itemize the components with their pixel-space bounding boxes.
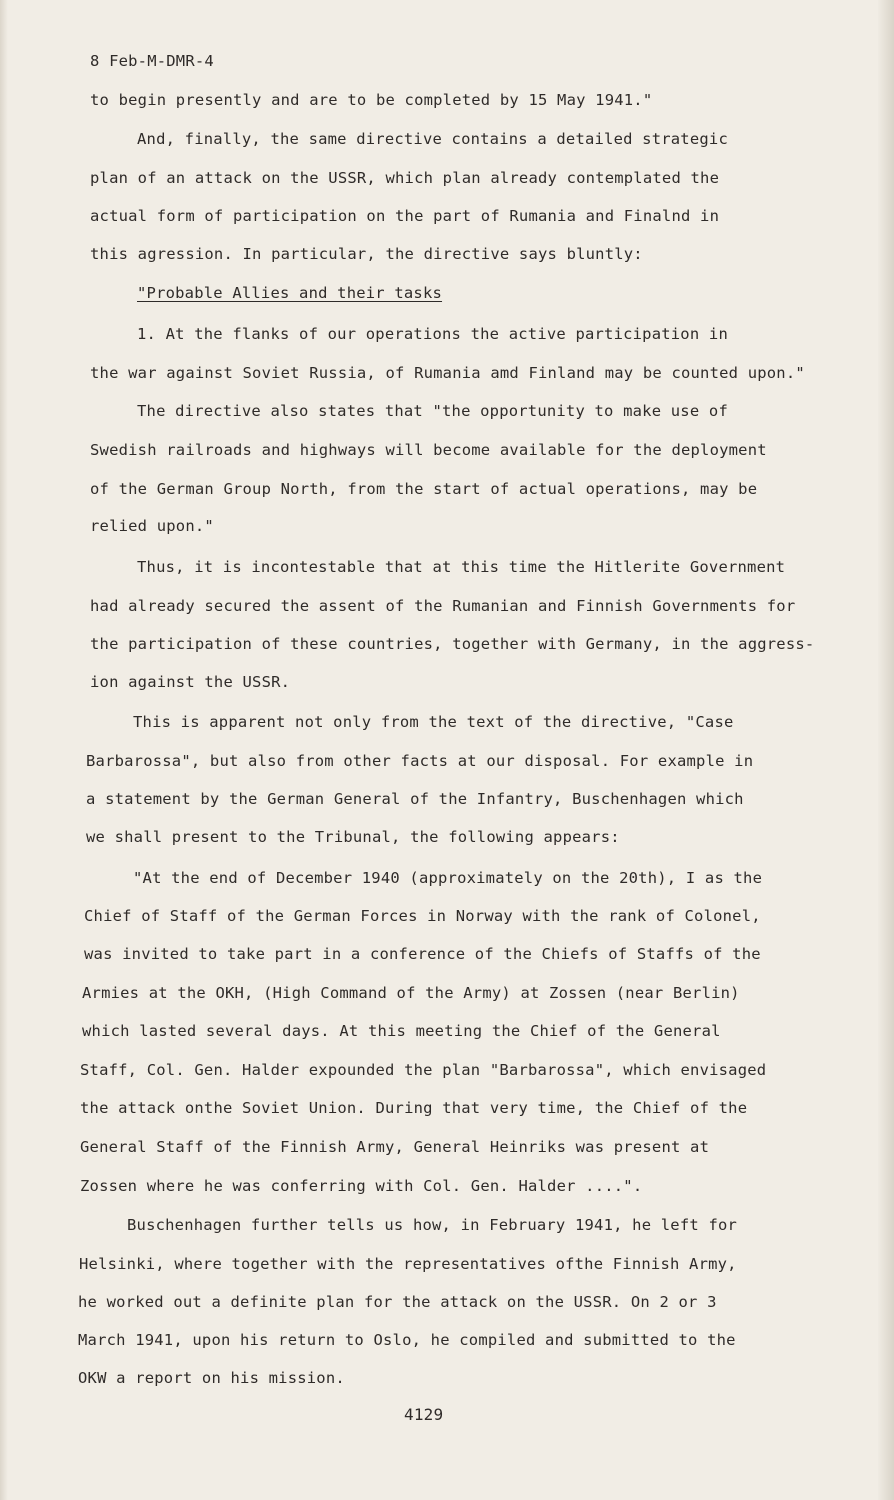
text-line: the participation of these countries, together with Germany, in the aggress- [90,635,815,653]
text-line: Armies at the OKH, (High Command of the Army) at Zossen (near Berlin) [82,984,740,1002]
text-line: Barbarossa", but also from other facts at our disposal. For example in [86,752,754,770]
text-line: of the German Group North, from the start of actual operations, may be [90,480,758,498]
text-line: March 1941, upon his return to Oslo, he compiled and submitted to the [78,1331,736,1349]
page-left-edge [0,0,8,1500]
text-line: was invited to take part in a conference of the Chiefs of Staffs of the [84,945,761,963]
text-line: 1. At the flanks of our operations the active participation in [137,325,728,343]
text-line: And, finally, the same directive contains a detailed strategic [137,130,728,148]
text-line: the attack onthe Soviet Union. During that very time, the Chief of the [80,1099,748,1117]
text-line: ion against the USSR. [90,673,291,691]
text-line: we shall present to the Tribunal, the following appears: [86,828,620,846]
text-line: he worked out a definite plan for the attack on the USSR. On 2 or 3 [78,1293,717,1311]
text-line: which lasted several days. At this meeting the Chief of the General [82,1022,721,1040]
text-line: General Staff of the Finnish Army, General Heinriks was present at [80,1138,710,1156]
text-line: Staff, Col. Gen. Halder expounded the plan "Barbarossa", which envisaged [80,1061,767,1079]
text-line: to begin presently and are to be completed by 15 May 1941." [90,91,653,109]
quote-heading: "Probable Allies and their tasks [137,284,443,302]
text-line: had already secured the assent of the Rumanian and Finnish Governments for [90,597,796,615]
text-line: Helsinki, where together with the representatives ofthe Finnish Army, [79,1255,737,1273]
page-number: 4129 [404,1405,444,1424]
text-line: Chief of Staff of the German Forces in Norway with the rank of Colonel, [84,907,761,925]
text-line: the war against Soviet Russia, of Rumania amd Finland may be counted upon." [90,364,805,382]
text-line: Zossen where he was conferring with Col. Gen. Halder ....". [80,1177,643,1195]
text-line: "At the end of December 1940 (approximately on the 20th), I as the [133,869,763,887]
text-line: This is apparent not only from the text of the directive, "Case [133,713,734,731]
text-line: this agression. In particular, the directive says bluntly: [90,245,643,263]
page-right-edge [878,0,894,1500]
text-line: Buschenhagen further tells us how, in February 1941, he left for [127,1216,738,1234]
text-line: a statement by the German General of the Infantry, Buschenhagen which [86,790,744,808]
text-line: Thus, it is incontestable that at this time the Hitlerite Government [137,558,786,576]
text-line: plan of an attack on the USSR, which plan already contemplated the [90,169,720,187]
document-header: 8 Feb-M-DMR-4 [90,52,214,70]
text-line: Swedish railroads and highways will become available for the deployment [90,441,767,459]
text-line: The directive also states that "the opportunity to make use of [137,402,728,420]
text-line: relied upon." [90,517,214,535]
text-line: OKW a report on his mission. [78,1369,345,1387]
text-line: actual form of participation on the part of Rumania and Finalnd in [90,207,720,225]
